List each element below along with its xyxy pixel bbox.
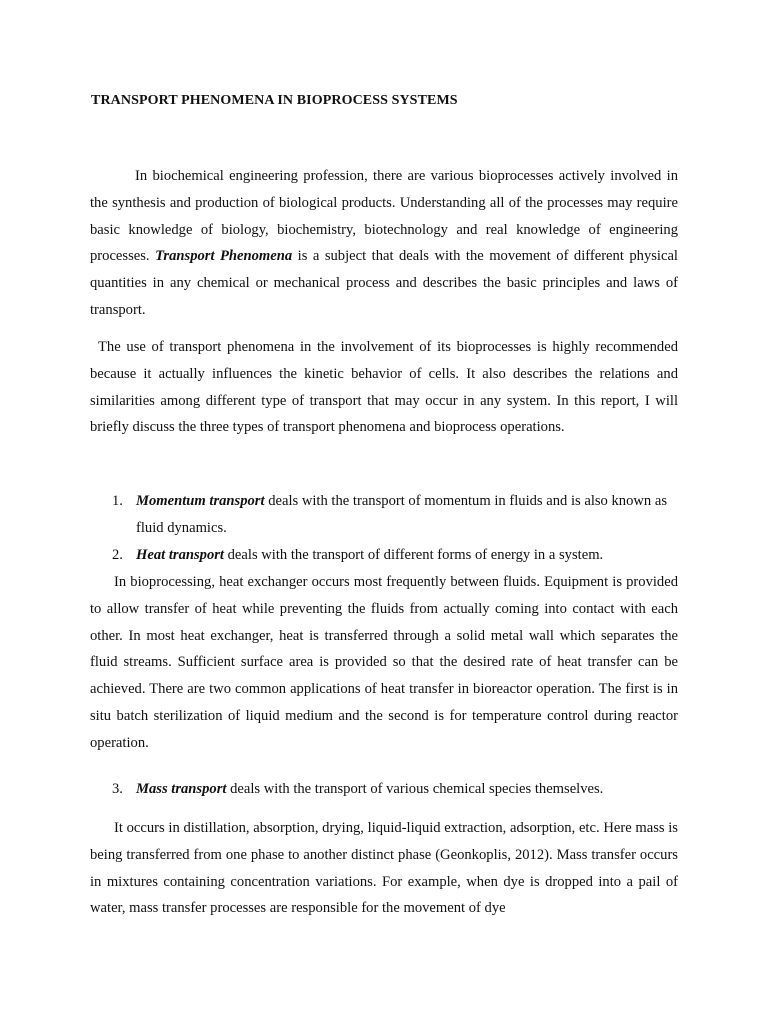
list-number: 2. — [112, 546, 123, 563]
list-text: deals with the transport of different forms of energy in a system. — [223, 546, 604, 563]
transport-types-list — [90, 488, 678, 568]
heat-exchanger-paragraph: In bioprocessing, heat exchanger occurs most frequently between fluids. Equipment is provided to allow transfer of heat while preventing the fluids from actually coming into contact with each other. In most heat exchanger, heat is transferred through a solid metal wall which separates the fluid streams. Sufficient surface area is provided so that the desired rate of heat transfer can be achieved. There are two common applications of heat transfer in bioreactor operation. The first is in situ batch sterilization of liquid medium and the second is for temperature control during reactor operation. — [90, 574, 678, 751]
document-title: TRANSPORT PHENOMENA IN BIOPROCESS SYSTEMS — [91, 93, 458, 108]
intro-paragraph — [90, 163, 678, 324]
list-term: Heat transport — [136, 546, 224, 563]
list-number: 1. — [112, 493, 123, 509]
mass-transfer-paragraph: It occurs in distillation, absorption, drying, liquid-liquid extraction, adsorption, etc. Here mass is being transferred from one phase to another distinct phase (Geonkoplis, 2012). Mass transfer occurs in mixtures containing concentration variations. For example, when dye is dropped into a pail of water, mass transfer processes are responsible for the movement of dye — [90, 820, 678, 917]
transport-types-list-continued — [90, 776, 678, 803]
list-text: deals with the transport of momentum in fluids and is also known as fluid dynamics. — [136, 493, 668, 536]
intro-text-after: is a subject that deals with the movement of different physical quantities in any chemical or mechanical process and describes the basic principles and laws of transport. — [90, 248, 678, 318]
intro-text-before: In biochemical engineering profession, there are various bioprocesses actively involved in the synthesis and production of biological products. Understanding all of the processes may require basic knowledge of biology, biochemistry, biotechnology and real knowledge of engineering processes. — [90, 168, 678, 265]
list-number: 3. — [112, 781, 123, 797]
intro-term-transport-phenomena: Transport Phenomena — [155, 248, 293, 265]
list-item-heat — [90, 542, 678, 569]
list-term: Mass transport — [136, 781, 227, 797]
list-item-momentum — [90, 488, 678, 542]
list-item-mass — [90, 776, 678, 803]
list-term: Momentum transport — [136, 493, 265, 509]
page-bottom-margin — [0, 1000, 768, 1024]
list-text: deals with the transport of various chemical species themselves. — [226, 781, 604, 797]
usage-paragraph: The use of transport phenomena in the involvement of its bioprocesses is highly recommended because it actually influences the kinetic behavior of cells. It also describes the relations and similarities among different type of transport that may occur in any system. In this report, I will briefly discuss the three types of transport phenomena and bioprocess operations. — [90, 339, 678, 436]
